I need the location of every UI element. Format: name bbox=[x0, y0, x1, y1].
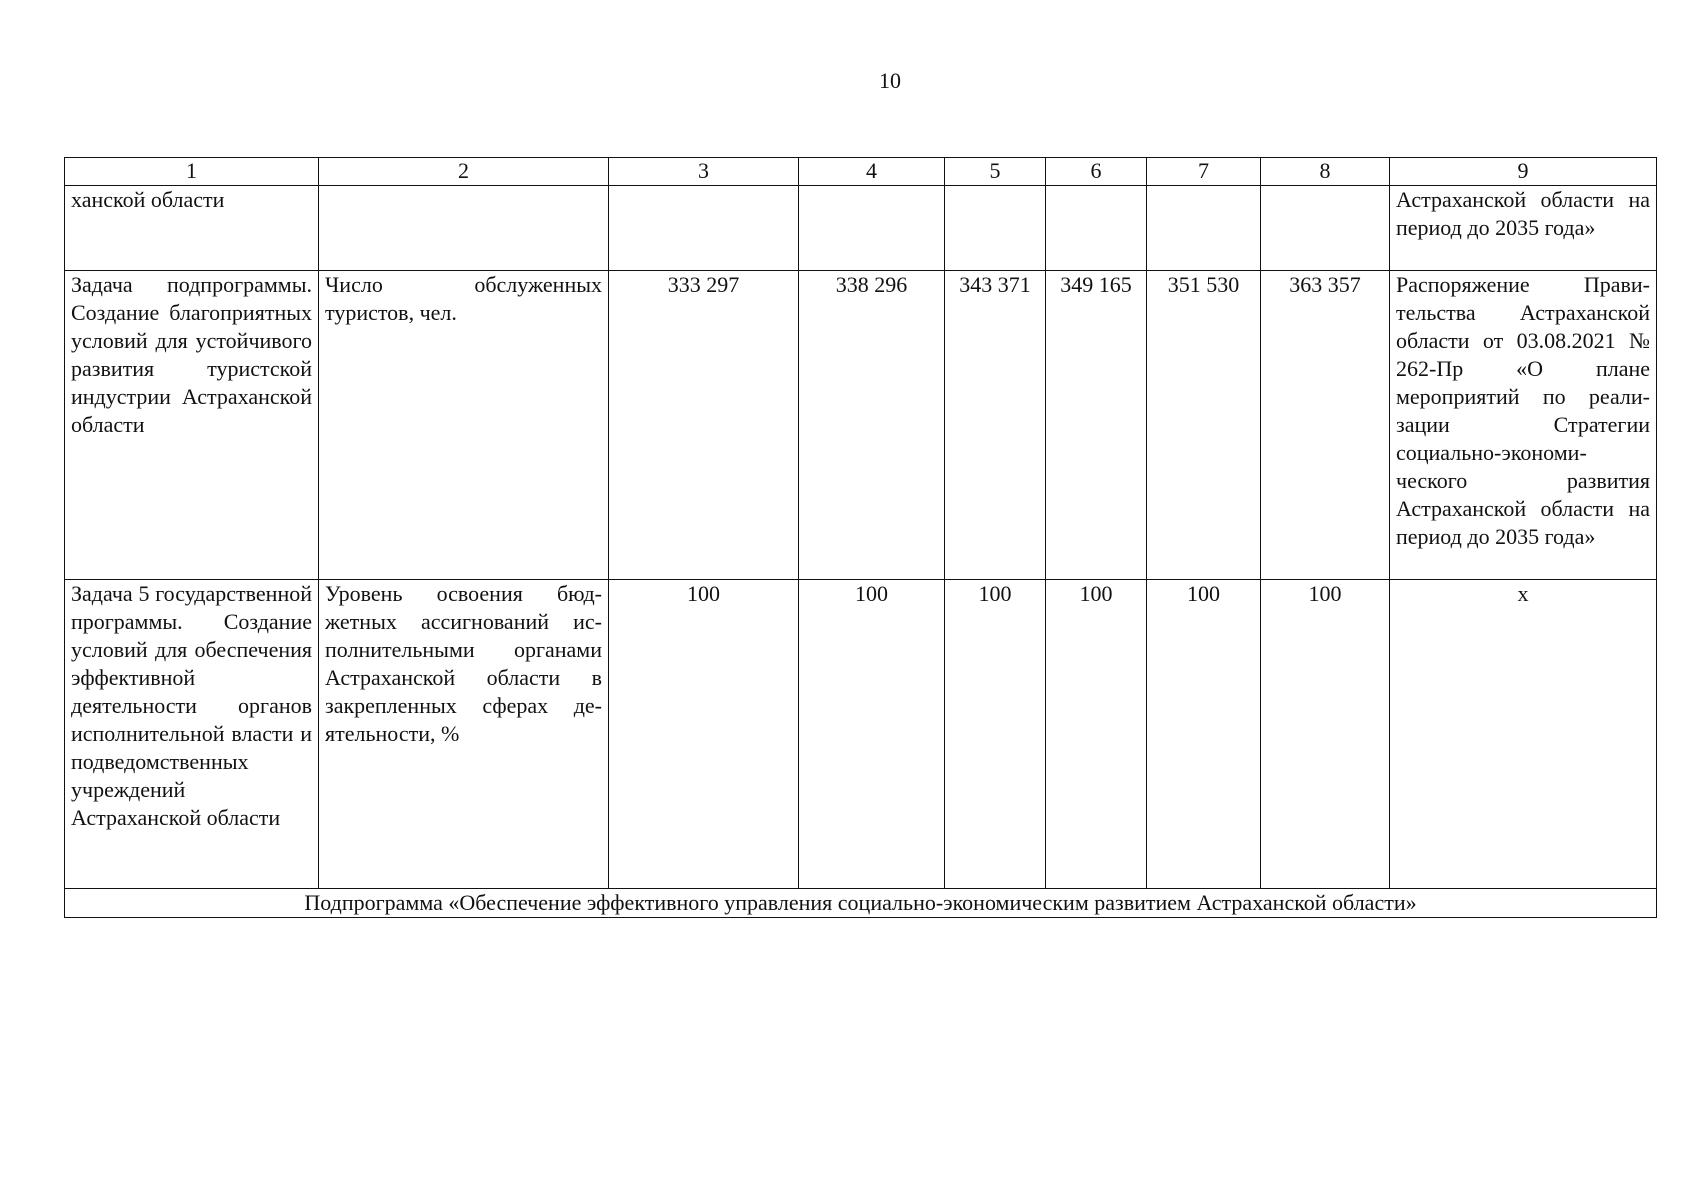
header-cell-7: 7 bbox=[1147, 158, 1261, 186]
header-cell-6: 6 bbox=[1046, 158, 1147, 186]
indicators-table bbox=[64, 157, 1657, 918]
task-cell: Задача подпрограммы. Создание благоприятных условий для устойчивого развития туристской индустрии Астраханской области bbox=[65, 271, 319, 580]
source-cell: х bbox=[1390, 580, 1657, 889]
value-cell: 100 bbox=[799, 580, 945, 889]
indicator-cell: Уровень освоения бюджетных ассигнований исполнительными органами Астраханской области в закрепленных сферах деятельности, % bbox=[319, 580, 609, 889]
value-cell bbox=[1046, 186, 1147, 271]
value-cell: 351 530 bbox=[1147, 271, 1261, 580]
header-cell-5: 5 bbox=[945, 158, 1046, 186]
table-row-tourism bbox=[65, 271, 1657, 580]
task-cell: ханской области bbox=[65, 186, 319, 271]
header-cell-8: 8 bbox=[1261, 158, 1390, 186]
header-cell-2: 2 bbox=[319, 158, 609, 186]
value-cell: 100 bbox=[1147, 580, 1261, 889]
subprogram-row bbox=[65, 889, 1657, 918]
page-number: 10 bbox=[879, 68, 901, 93]
value-cell: 349 165 bbox=[1046, 271, 1147, 580]
value-cell: 333 297 bbox=[609, 271, 799, 580]
value-cell: 343 371 bbox=[945, 271, 1046, 580]
subprogram-title: Подпрограмма «Обеспечение эффективного управления социально-экономическим развитием Астраханской области» bbox=[65, 889, 1657, 918]
source-cell: Распоряжение Правительства Астраханской области от 03.08.2021 № 262-Пр «О плане мероприятий по реализации Стратегии социально-экономического развития Астраханской области на период до 2035 года» bbox=[1390, 271, 1657, 580]
header-cell-9: 9 bbox=[1390, 158, 1657, 186]
indicator-cell bbox=[319, 186, 609, 271]
table-row-continuation bbox=[65, 186, 1657, 271]
value-cell: 363 357 bbox=[1261, 271, 1390, 580]
value-cell: 100 bbox=[609, 580, 799, 889]
header-cell-3: 3 bbox=[609, 158, 799, 186]
value-cell: 338 296 bbox=[799, 271, 945, 580]
value-cell bbox=[799, 186, 945, 271]
value-cell bbox=[609, 186, 799, 271]
indicator-cell: Число обслуженных туристов, чел. bbox=[319, 271, 609, 580]
value-cell: 100 bbox=[1261, 580, 1390, 889]
value-cell: 100 bbox=[945, 580, 1046, 889]
header-cell-1: 1 bbox=[65, 158, 319, 186]
header-row bbox=[65, 158, 1657, 186]
task-cell: Задача 5 государственной программы. Создание условий для обеспечения эффективной деятельности органов исполнительной власти и подведомственных учреждений Астраханской области bbox=[65, 580, 319, 889]
value-cell bbox=[945, 186, 1046, 271]
source-cell: Астраханской области на период до 2035 года» bbox=[1390, 186, 1657, 271]
value-cell bbox=[1261, 186, 1390, 271]
table-row-task5 bbox=[65, 580, 1657, 889]
value-cell bbox=[1147, 186, 1261, 271]
header-cell-4: 4 bbox=[799, 158, 945, 186]
value-cell: 100 bbox=[1046, 580, 1147, 889]
